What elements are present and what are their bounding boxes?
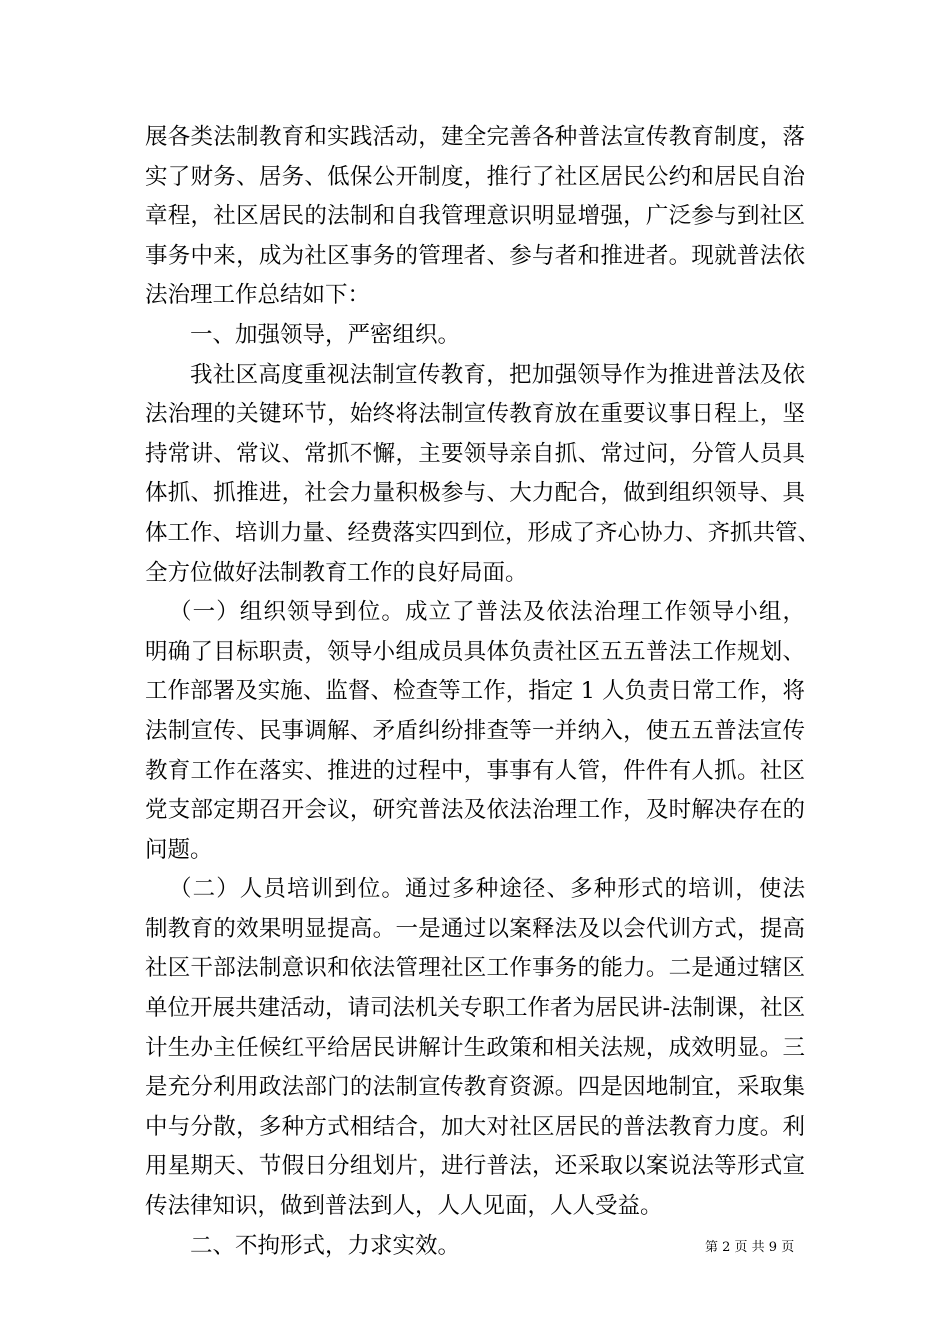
text-line: 全方位做好法制教育工作的良好局面。 [145, 559, 528, 586]
text-line: 体工作、培训力量、经费落实四到位，形成了齐心协力、齐抓共管、 [145, 519, 821, 546]
text-line: 制教育的效果明显提高。一是通过以案释法及以会代训方式，提高 [145, 915, 805, 942]
text-line: 党支部定期召开会议，研究普法及依法治理工作，及时解决存在的 [145, 797, 805, 824]
text-line: 法制宣传、民事调解、矛盾纠纷排查等一并纳入，使五五普法宣传 [145, 717, 805, 744]
text-line: 传法律知识，做到普法到人，人人见面，人人受益。 [145, 1193, 663, 1220]
text-line: 单位开展共建活动，请司法机关专职工作者为居民讲-法制课，社区 [145, 995, 806, 1022]
section-heading: 一、加强领导，严密组织。 [190, 321, 461, 348]
text-line: 持常讲、常议、常抓不懈，主要领导亲自抓、常过问，分管人员具 [145, 440, 805, 467]
text-line: 问题。 [145, 836, 213, 863]
body-text [145, 118, 821, 1266]
text-line: 中与分散，多种方式相结合，加大对社区居民的普法教育力度。利 [145, 1113, 805, 1140]
section-heading: 二、不拘形式，力求实效。 [190, 1232, 461, 1259]
text-line: 用星期天、节假日分组划片，进行普法，还采取以案说法等形式宣 [145, 1153, 805, 1180]
text-line: 工作部署及实施、监督、检查等工作，指定 1 人负责日常工作，将 [145, 678, 805, 705]
subsection-line: （一）组织领导到位。成立了普法及依法治理工作领导小组， [169, 599, 805, 626]
text-line: 明确了目标职责，领导小组成员具体负责社区五五普法工作规划、 [145, 638, 805, 665]
text-line: 社区干部法制意识和依法管理社区工作事务的能力。二是通过辖区 [145, 955, 805, 982]
page-number-footer: 第 2 页 共 9 页 [705, 1240, 795, 1255]
text-line: 事务中来，成为社区事务的管理者、参与者和推进者。现就普法依 [145, 242, 805, 269]
text-line: 实了财务、居务、低保公开制度，推行了社区居民公约和居民自治 [145, 163, 805, 190]
text-line: 教育工作在落实、推进的过程中，事事有人管，件件有人抓。社区 [145, 757, 805, 784]
text-line: 我社区高度重视法制宣传教育，把加强领导作为推进普法及依 [190, 361, 805, 388]
text-line: 展各类法制教育和实践活动，建全完善各种普法宣传教育制度，落 [145, 124, 805, 150]
subsection-line: （二）人员培训到位。通过多种途径、多种形式的培训，使法 [169, 876, 805, 903]
text-line: 法治理的关键环节，始终将法制宣传教育放在重要议事日程上，坚 [145, 401, 805, 428]
text-line: 体抓、抓推进，社会力量积极参与、大力配合，做到组织领导、具 [145, 480, 805, 507]
text-line: 计生办主任候红平给居民讲解计生政策和相关法规，成效明显。三 [145, 1034, 805, 1061]
text-line: 章程，社区居民的法制和自我管理意识明显增强，广泛参与到社区 [145, 203, 805, 230]
text-line: 法治理工作总结如下： [145, 282, 371, 309]
text-line: 是充分利用政法部门的法制宣传教育资源。四是因地制宜，采取集 [145, 1074, 805, 1101]
